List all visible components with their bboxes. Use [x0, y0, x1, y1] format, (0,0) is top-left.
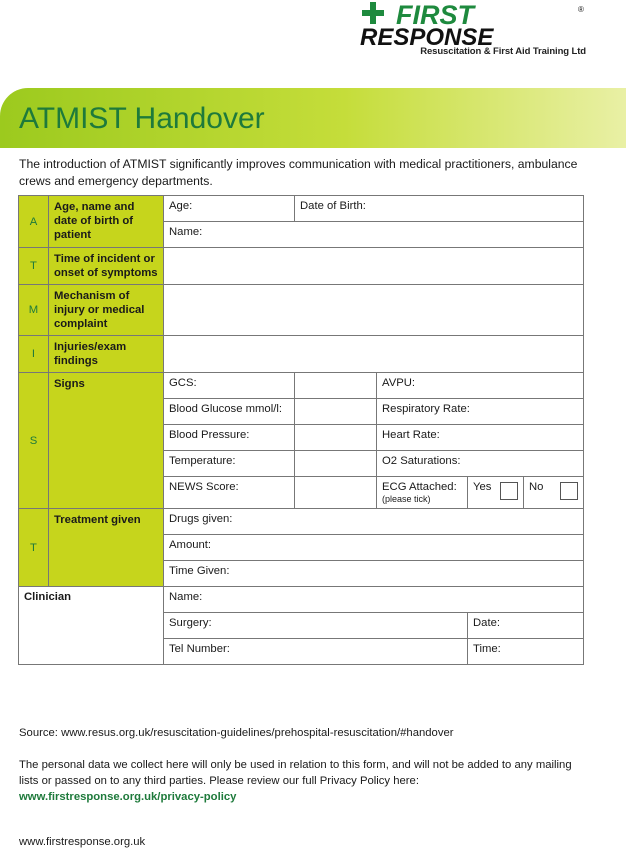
letter-a: A: [19, 196, 49, 248]
atmist-form: [18, 195, 584, 665]
time-of-incident-field[interactable]: [164, 248, 584, 285]
letter-m: M: [19, 285, 49, 336]
no-checkbox[interactable]: [560, 482, 578, 500]
no-label: No: [529, 481, 544, 493]
letter-t-time: T: [19, 248, 49, 285]
patient-name-field[interactable]: Name:: [164, 222, 584, 248]
label-age-name-dob: Age, name and date of birth of patient: [49, 196, 164, 248]
ecg-note: (please tick): [382, 494, 431, 504]
gcs-label: GCS:: [164, 373, 295, 399]
ecg-attached-label: [377, 477, 468, 509]
registered-mark: ®: [578, 5, 584, 14]
amount-field[interactable]: Amount:: [164, 535, 584, 561]
blood-pressure-field[interactable]: [295, 425, 377, 451]
injuries-field[interactable]: [164, 336, 584, 373]
ecg-no-cell: [524, 477, 584, 509]
tel-number-field[interactable]: Tel Number:: [164, 639, 468, 665]
letter-t-treatment: T: [19, 509, 49, 587]
surgery-field[interactable]: Surgery:: [164, 613, 468, 639]
o2-saturations-field[interactable]: O2 Saturations:: [377, 451, 584, 477]
avpu-field[interactable]: AVPU:: [377, 373, 584, 399]
news-score-label: NEWS Score:: [164, 477, 295, 509]
mechanism-field[interactable]: [164, 285, 584, 336]
age-field[interactable]: Age:: [164, 196, 295, 222]
temperature-field[interactable]: [295, 451, 377, 477]
ecg-label-text: ECG Attached:: [382, 481, 457, 493]
title-banner: [0, 88, 626, 148]
letter-i: I: [19, 336, 49, 373]
blood-pressure-label: Blood Pressure:: [164, 425, 295, 451]
temperature-label: Temperature:: [164, 451, 295, 477]
page-title: ATMIST Handover: [19, 102, 265, 135]
time-given-field[interactable]: Time Given:: [164, 561, 584, 587]
drugs-given-field[interactable]: Drugs given:: [164, 509, 584, 535]
dob-field[interactable]: Date of Birth:: [295, 196, 584, 222]
label-treatment: Treatment given: [49, 509, 164, 587]
privacy-policy-link[interactable]: www.firstresponse.org.uk/privacy-policy: [19, 791, 237, 803]
glucose-label: Blood Glucose mmol/l:: [164, 399, 295, 425]
intro-text: The introduction of ATMIST significantly improves communication with medical practitioners, ambulance crews and emergency departments.: [19, 157, 578, 188]
privacy-text: The personal data we collect here will only be used in relation to this form, and will not be added to any mailing lists or passed on to any third parties. Please review our full Privacy Policy here:: [19, 759, 572, 787]
label-injuries: Injuries/exam findings: [49, 336, 164, 373]
yes-label: Yes: [473, 481, 492, 493]
label-time-of-incident: Time of incident or onset of symptoms: [49, 248, 164, 285]
ecg-yes-cell: [468, 477, 524, 509]
heart-rate-field[interactable]: Heart Rate:: [377, 425, 584, 451]
clinician-name-field[interactable]: Name:: [164, 587, 584, 613]
label-mechanism: Mechanism of injury or medical complaint: [49, 285, 164, 336]
label-clinician: Clinician: [19, 587, 164, 665]
news-score-field[interactable]: [295, 477, 377, 509]
footer-url[interactable]: www.firstresponse.org.uk: [19, 836, 146, 848]
privacy-notice: [19, 757, 579, 805]
time-field[interactable]: Time:: [468, 639, 584, 665]
source-text: Source: www.resus.org.uk/resuscitation-guidelines/prehospital-resuscitation/#handover: [19, 727, 454, 739]
logo-first: FIRST: [396, 0, 474, 30]
letter-s: S: [19, 373, 49, 509]
label-signs: Signs: [49, 373, 164, 509]
respiratory-rate-field[interactable]: Respiratory Rate:: [377, 399, 584, 425]
yes-checkbox[interactable]: [500, 482, 518, 500]
gcs-field[interactable]: [295, 373, 377, 399]
glucose-field[interactable]: [295, 399, 377, 425]
logo-response: RESPONSE: [360, 24, 494, 51]
date-field[interactable]: Date:: [468, 613, 584, 639]
logo-subtitle: Resuscitation & First Aid Training Ltd: [420, 46, 586, 57]
